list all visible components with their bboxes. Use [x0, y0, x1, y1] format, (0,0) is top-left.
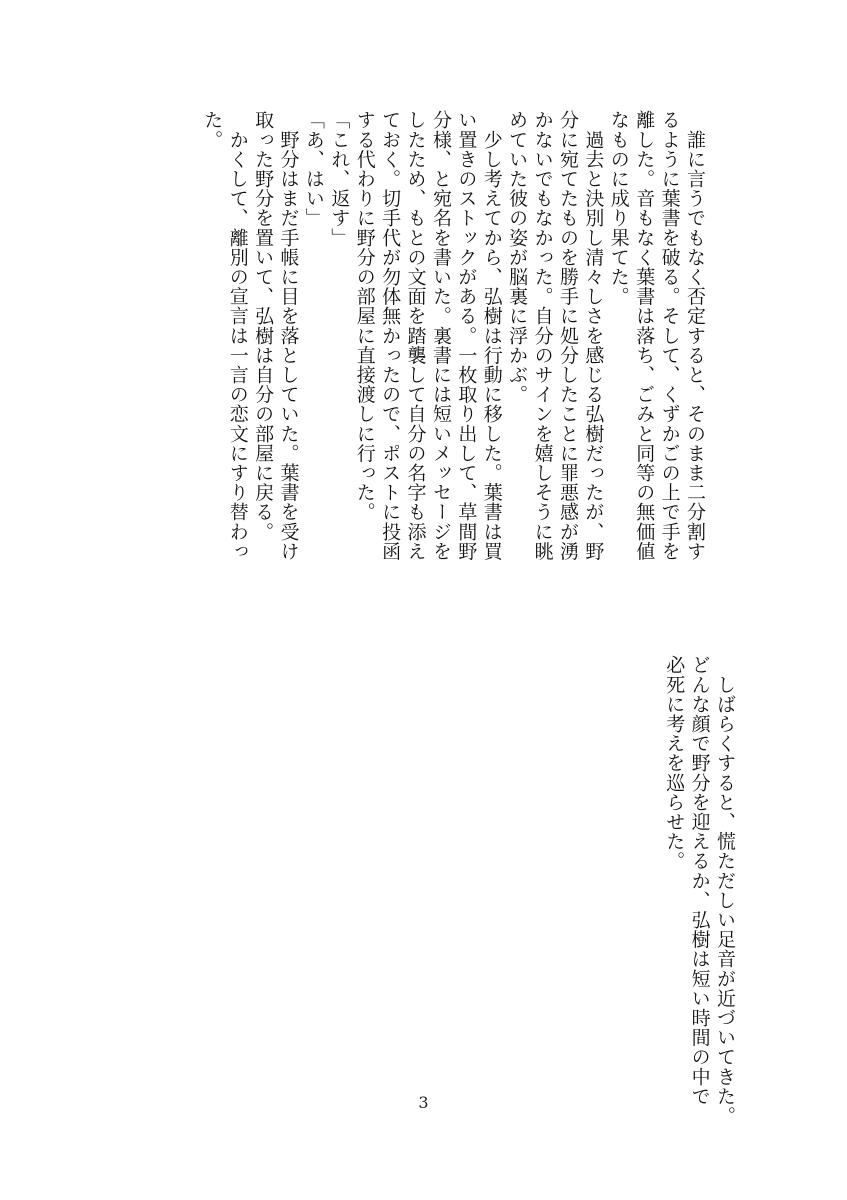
text-line: 必死に考えを巡らせた。 [663, 655, 686, 871]
text-line: 離した。音もなく葉書は落ち、ごみと同等の無価値 [633, 110, 656, 561]
dialogue-line: 「あ、はい」 [302, 110, 325, 228]
text-line: 分に宛てたものを勝手に処分したことに罪悪感が湧 [556, 110, 579, 561]
text-line: なものに成り果てた。 [607, 110, 630, 306]
text-line: 少し考えてから、弘樹は行動に移した。葉書は買 [480, 110, 503, 561]
text-line: ておく。切手代が勿体無かったので、ポストに投函 [379, 110, 402, 561]
text-line: 野分はまだ手帳に目を落としていた。葉書を受け [277, 110, 300, 561]
text-line: かないでもなかった。自分のサインを嬉しそうに眺 [531, 110, 554, 561]
text-line: 誰に言うでもなく否定すると、そのまま二分割す [684, 110, 706, 561]
page-number: 3 [418, 1093, 429, 1112]
text-line: 過去と決別し清々しさを感じる弘樹だったが、野 [582, 110, 605, 561]
text-line: 分様、と宛名を書いた。裏書には短いメッセージを [429, 110, 452, 561]
lower-text-block [617, 655, 737, 1126]
text-line: しばらくすると、慌ただしい足音が近づいてきた。 [714, 655, 736, 1126]
dialogue-line: 「これ、返す」 [328, 110, 351, 248]
text-line: 取った野分を置いて、弘樹は自分の部屋に戻る。 [252, 110, 275, 542]
text-line: かくして、離別の宣言は一言の恋文にすり替わっ [226, 110, 249, 561]
upper-text-block [117, 110, 707, 570]
text-line: どんな顔で野分を迎えるか、弘樹は短い時間の中で [688, 655, 711, 1106]
text-line: めていた彼の姿が脳裏に浮かぶ。 [506, 110, 529, 404]
text-line: する代わりに野分の部屋に直接渡しに行った。 [353, 110, 376, 522]
text-line: るように葉書を破る。そして、くずかごの上で手を [658, 110, 681, 561]
text-line: したため、もとの文面を踏襲して自分の名字も添え [404, 110, 427, 561]
text-line: た。 [201, 110, 224, 150]
text-line: い置きのストックがある。一枚取り出して、草間野 [455, 110, 478, 561]
